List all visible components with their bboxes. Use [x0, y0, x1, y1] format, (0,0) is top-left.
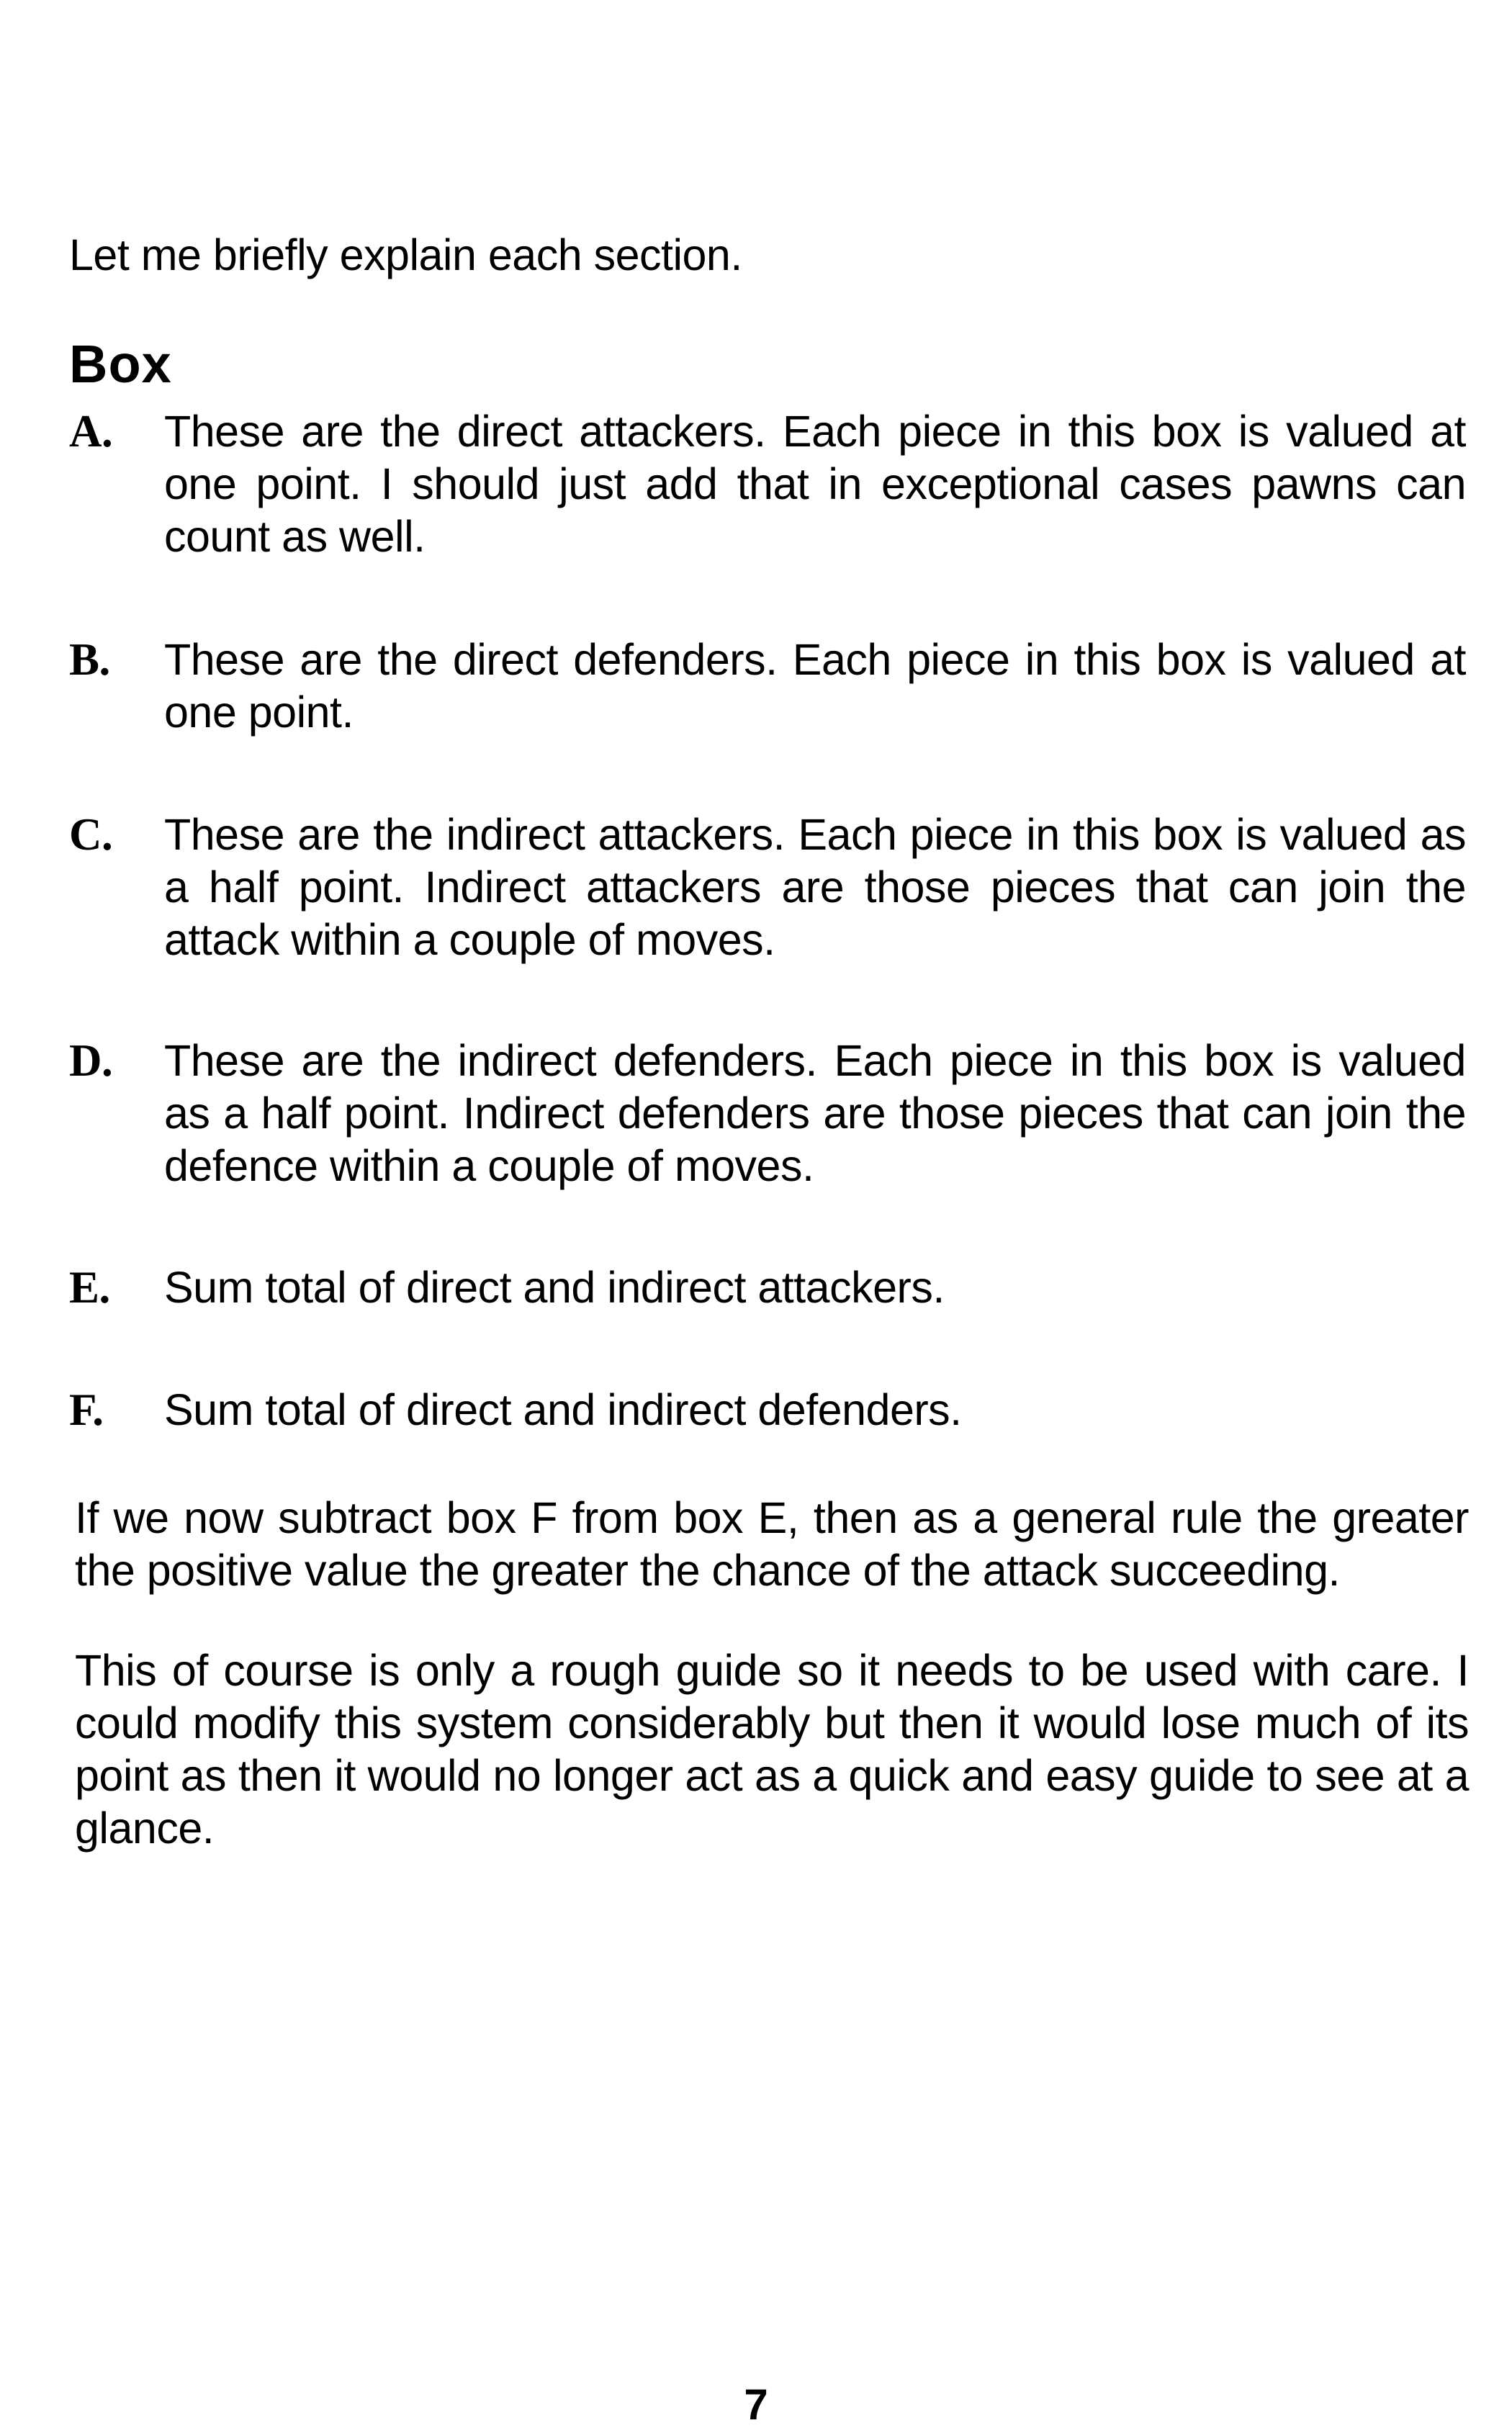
item-text: These are the direct attackers. Each piece in this box is valued at one point. I should just add that in exceptional cases pawns can count as well. — [164, 407, 1466, 561]
item-text: Sum total of direct and indirect defenders. — [164, 1385, 962, 1434]
item-letter: A. — [69, 406, 113, 456]
item-letter: F. — [69, 1385, 104, 1435]
body-paragraph: If we now subtract box F from box E, then as a general rule the greater the positive value the greater the chance of the attack succeeding. — [75, 1493, 1469, 1595]
item-letter: E. — [69, 1262, 110, 1313]
item-letter: B. — [69, 634, 110, 685]
item-text: These are the direct defenders. Each piece in this box is valued at one point. — [164, 635, 1466, 737]
section-heading: Box — [69, 334, 172, 394]
item-text: These are the indirect attackers. Each piece in this box is valued as a half point. Indirect attackers are those pieces that can join the attack within a couple of moves. — [164, 810, 1466, 964]
intro-text: Let me briefly explain each section. — [69, 230, 742, 279]
item-text: Sum total of direct and indirect attackers. — [164, 1263, 945, 1312]
item-text: These are the indirect defenders. Each piece in this box is valued as a half point. Indirect defenders are those pieces that can join the defence within a couple of moves. — [164, 1036, 1466, 1190]
page-number: 7 — [744, 2380, 768, 2429]
item-letter: C. — [69, 809, 113, 860]
body-paragraph: This of course is only a rough guide so it needs to be used with care. I could modify this system considerably but then it would lose much of its point as then it would no longer act as a quick and easy guide to see at a glance. — [75, 1646, 1469, 1853]
item-letter: D. — [69, 1035, 113, 1086]
